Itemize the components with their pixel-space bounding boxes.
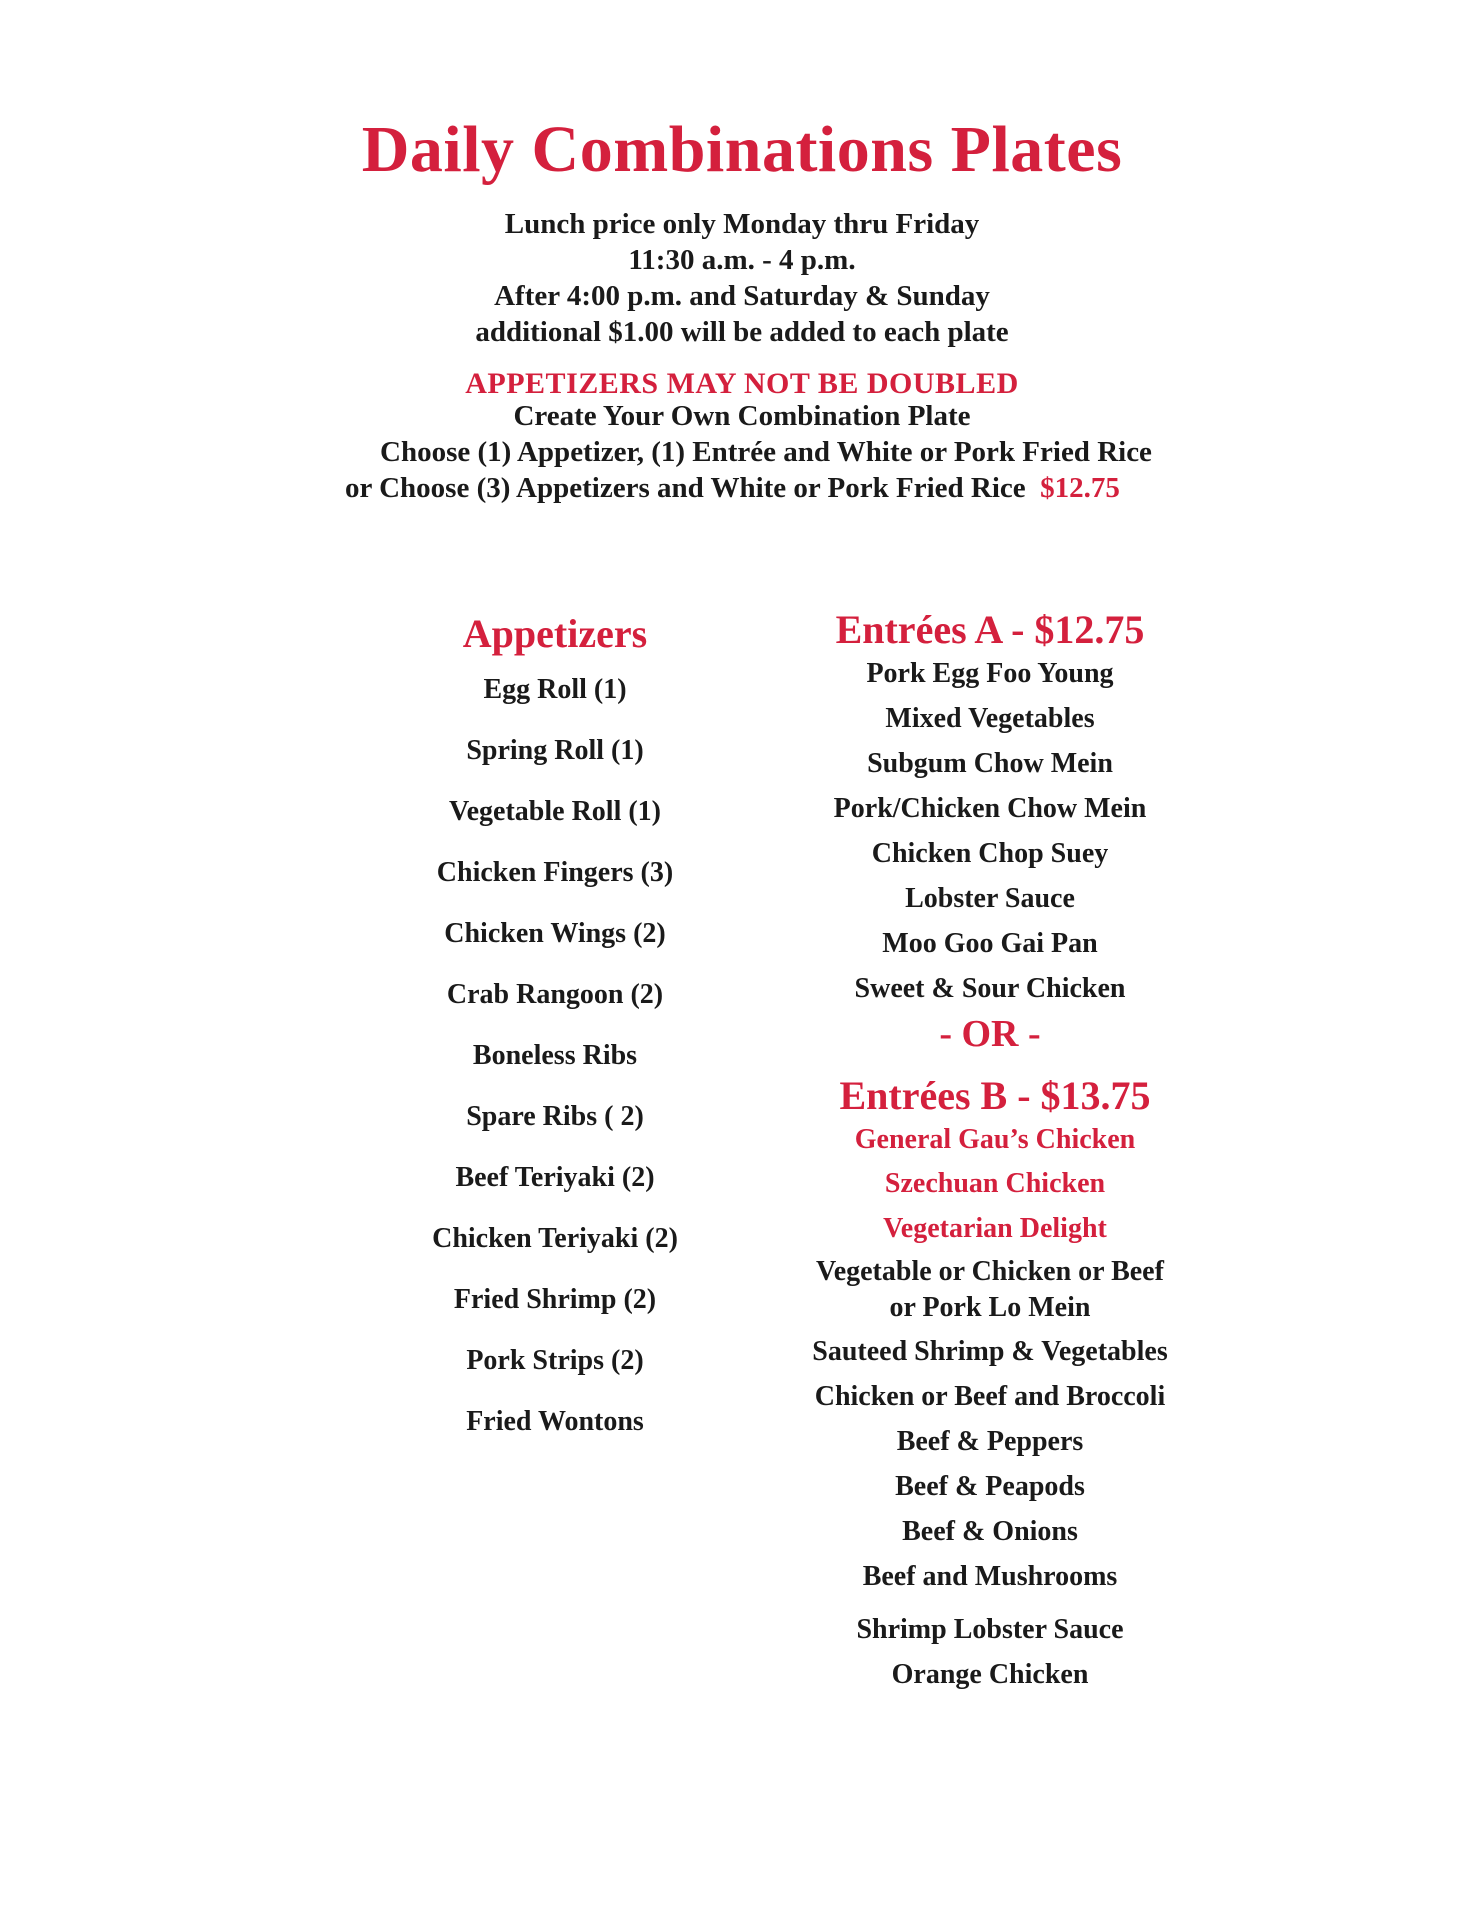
lunch-hours-line: Lunch price only Monday thru Friday	[504, 208, 980, 240]
entree-b-item: Beef and Mushrooms	[862, 1561, 1118, 1592]
appetizer-item: Boneless Ribs	[472, 1040, 638, 1071]
appetizer-item: Spring Roll (1)	[466, 735, 644, 766]
combo-price: $12.75	[1040, 472, 1120, 504]
appetizer-item: Vegetable Roll (1)	[448, 796, 662, 827]
menu-title: Daily Combinations Plates	[361, 113, 1123, 186]
entree-b-featured-item: General Gau’s Chicken	[854, 1124, 1136, 1155]
appetizer-item: Chicken Fingers (3)	[436, 857, 674, 888]
appetizer-item: Spare Ribs ( 2)	[466, 1101, 644, 1132]
entree-b-item: Chicken or Beef and Broccoli	[814, 1381, 1166, 1412]
appetizer-item: Fried Shrimp (2)	[453, 1284, 657, 1315]
appetizer-item: Crab Rangoon (2)	[446, 979, 664, 1010]
entree-a-item: Pork/Chicken Chow Mein	[833, 793, 1147, 824]
entree-b-featured-item: Szechuan Chicken	[884, 1168, 1106, 1199]
entrees-a-heading: Entrées A - $12.75	[835, 607, 1145, 652]
entree-a-item: Moo Goo Gai Pan	[882, 928, 1098, 959]
appetizer-item: Pork Strips (2)	[466, 1345, 644, 1376]
entree-a-item: Sweet & Sour Chicken	[854, 973, 1126, 1004]
after-hours-line: After 4:00 p.m. and Saturday & Sunday	[494, 280, 990, 312]
entree-b-item: Beef & Peppers	[896, 1426, 1084, 1457]
appetizer-item: Chicken Teriyaki (2)	[432, 1223, 678, 1254]
choose-option-2-text: or Choose (3) Appetizers and White or Pork Fried Rice	[345, 472, 1026, 504]
entree-b-item: Vegetable or Chicken or Beef	[816, 1256, 1164, 1287]
entree-a-item: Chicken Chop Suey	[871, 838, 1109, 869]
appetizers-notice: APPETIZERS MAY NOT BE DOUBLED	[465, 367, 1019, 400]
entree-b-item: Shrimp Lobster Sauce	[856, 1614, 1124, 1645]
choose-option-2	[345, 470, 1120, 506]
appetizer-item: Egg Roll (1)	[483, 674, 627, 705]
entree-a-item: Pork Egg Foo Young	[866, 658, 1114, 689]
lunch-time-range: 11:30 a.m. - 4 p.m.	[628, 244, 856, 276]
entree-b-item: Sauteed Shrimp & Vegetables	[812, 1336, 1168, 1367]
or-separator: - OR -	[939, 1013, 1041, 1055]
surcharge-line: additional $1.00 will be added to each plate	[475, 316, 1009, 348]
choose-option-1: Choose (1) Appetizer, (1) Entrée and White or Pork Fried Rice	[380, 436, 1152, 468]
entree-a-item: Lobster Sauce	[905, 883, 1075, 914]
appetizer-item: Beef Teriyaki (2)	[455, 1162, 655, 1193]
entree-a-item: Subgum Chow Mein	[867, 748, 1113, 779]
appetizer-item: Chicken Wings (2)	[444, 918, 666, 949]
appetizer-item: Fried Wontons	[466, 1406, 644, 1437]
entree-b-featured-item: Vegetarian Delight	[883, 1213, 1107, 1244]
entree-b-item: Orange Chicken	[891, 1659, 1089, 1690]
appetizers-heading: Appetizers	[462, 611, 648, 656]
entree-b-item: or Pork Lo Mein	[889, 1292, 1091, 1323]
entree-a-item: Mixed Vegetables	[885, 703, 1095, 734]
entree-b-item: Beef & Peapods	[895, 1471, 1085, 1502]
entree-b-item: Beef & Onions	[902, 1516, 1078, 1547]
create-combo-heading: Create Your Own Combination Plate	[513, 400, 971, 432]
entrees-b-heading: Entrées B - $13.75	[839, 1073, 1151, 1118]
